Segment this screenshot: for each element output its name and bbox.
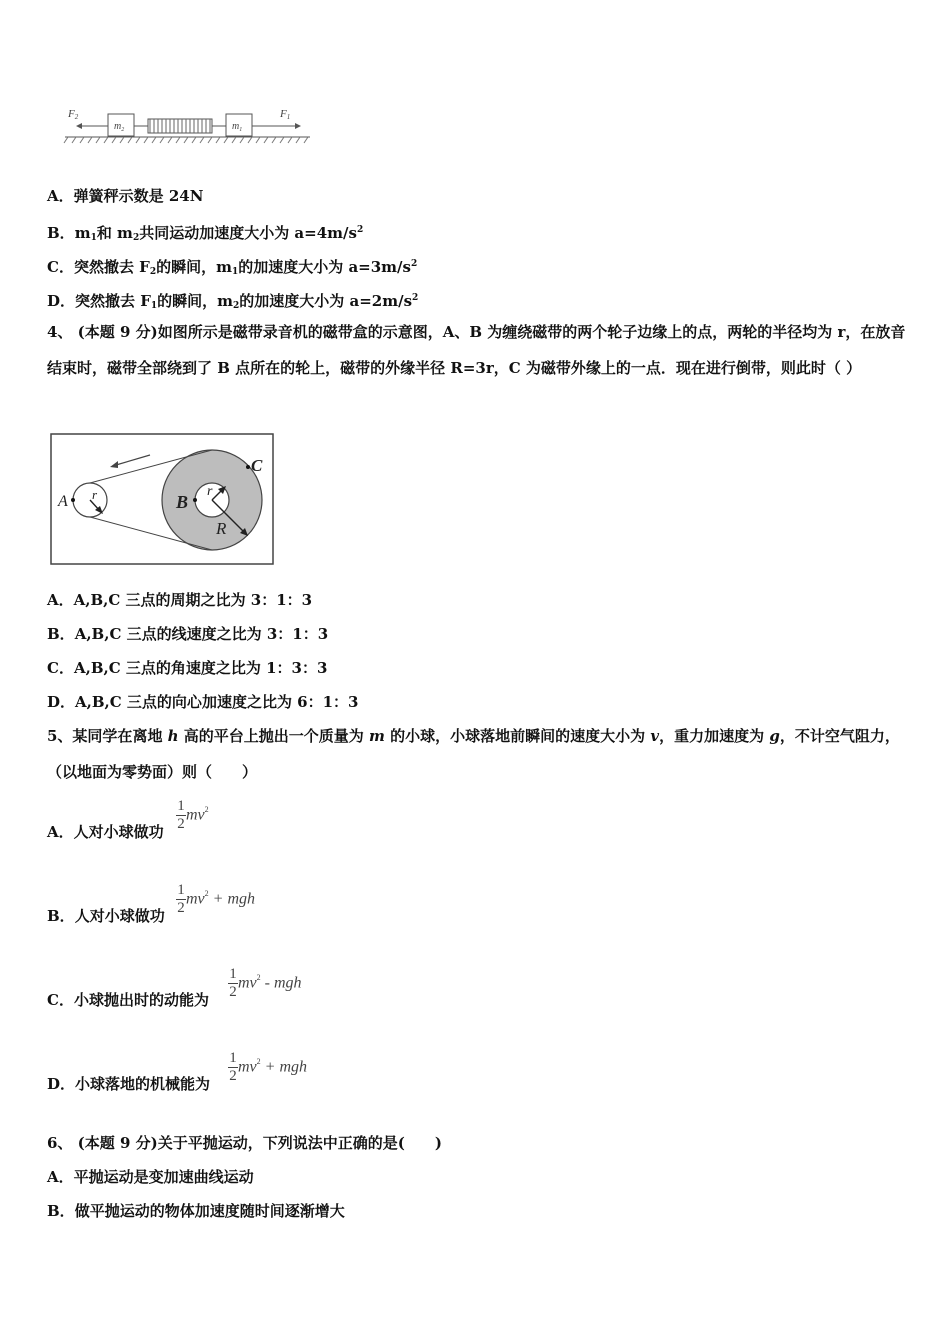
q5-option-b: B．人对小球做功: [47, 907, 165, 925]
q5-option-c-formula: $\frac{1}{2}$ $mv^2$ - mgh: [229, 966, 302, 1000]
q3-option-c: C．突然撤去 $F_2$的瞬间，$m_1$的加速度大小为 $a=3m/s^2$: [47, 258, 418, 277]
q4-option-a: A．A,B,C 三点的周期之比为 3：1：3: [47, 591, 313, 609]
m1-label: m: [232, 121, 240, 132]
f1-label: F: [280, 108, 287, 120]
q6-option-a: A．平抛运动是变加速曲线运动: [47, 1168, 254, 1186]
q6-stem: 6、 (本题 9 分)关于平抛运动，下列说法中正确的是( ): [47, 1134, 442, 1152]
point-c-label: C: [251, 456, 263, 475]
point-a-label: A: [58, 493, 68, 510]
q4-option-c: C．A,B,C 三点的角速度之比为 1：3：3: [47, 659, 328, 677]
q4-option-d: D．A,B,C 三点的向心加速度之比为 6：1：3: [47, 693, 359, 711]
q3-option-b: B．$m_1$和 $m_2$共同运动加速度大小为 $a=4m/s^2$: [47, 224, 364, 243]
q5-stem: 5、某同学在离地 h 高的平台上抛出一个质量为 m 的小球，小球落地前瞬间的速度大小为 v，重力加速度为 g，不计空气阻力，（以地面为零势面）则（ ）: [47, 727, 900, 781]
q5-option-a-formula: $\frac{1}{2}$ $mv^2$: [177, 798, 209, 832]
q5-option-d: D．小球落地的机械能为: [47, 1075, 211, 1093]
q5-option-a: A．人对小球做功: [47, 823, 164, 841]
q6-option-b: B．做平抛运动的物体加速度随时间逐渐增大: [47, 1202, 345, 1220]
point-b-label: B: [176, 492, 189, 512]
radius-a-label: r: [92, 487, 98, 502]
svg-text:F1: F1: [280, 108, 291, 121]
svg-text:m2: $m_2$: [114, 121, 125, 133]
q3-option-d: D．突然撤去 $F_1$的瞬间，$m_2$的加速度大小为 $a=2m/s^2$: [47, 292, 419, 311]
m2-label: m: [114, 121, 122, 132]
q4-option-b: B．A,B,C 三点的线速度之比为 3：1：3: [47, 625, 329, 643]
f2-label: F: [68, 108, 75, 120]
q5-option-c: C．小球抛出时的动能为: [47, 991, 209, 1009]
q4-stem: 4、 (本题 9 分)如图所示是磁带录音机的磁带盒的示意图，A、B 为缠绕磁带的两个轮子边缘上的点，两轮的半径均为 r，在放音结束时，磁带全部绕到了 B 点所在的轮上，磁带的外缘半径 R=3r，C 为磁带外缘上的一点．现在进行倒带，则此时（ ）: [47, 323, 906, 377]
radius-big-label: R: [216, 519, 227, 538]
spring-scale-figure: [60, 100, 320, 150]
radius-b-label: r: [207, 484, 213, 499]
svg-text:F2: F2: [68, 108, 79, 121]
q3-option-a: A．弹簧秤示数是 24N: [47, 187, 204, 205]
q5-option-d-formula: $\frac{1}{2}$ $mv^2$ + mgh: [229, 1050, 308, 1084]
tape-cassette-figure: [50, 433, 276, 567]
q5-option-b-formula: $\frac{1}{2}$ $mv^2$ + mgh: [177, 882, 256, 916]
svg-text:m1: $m_1$: [232, 121, 243, 133]
